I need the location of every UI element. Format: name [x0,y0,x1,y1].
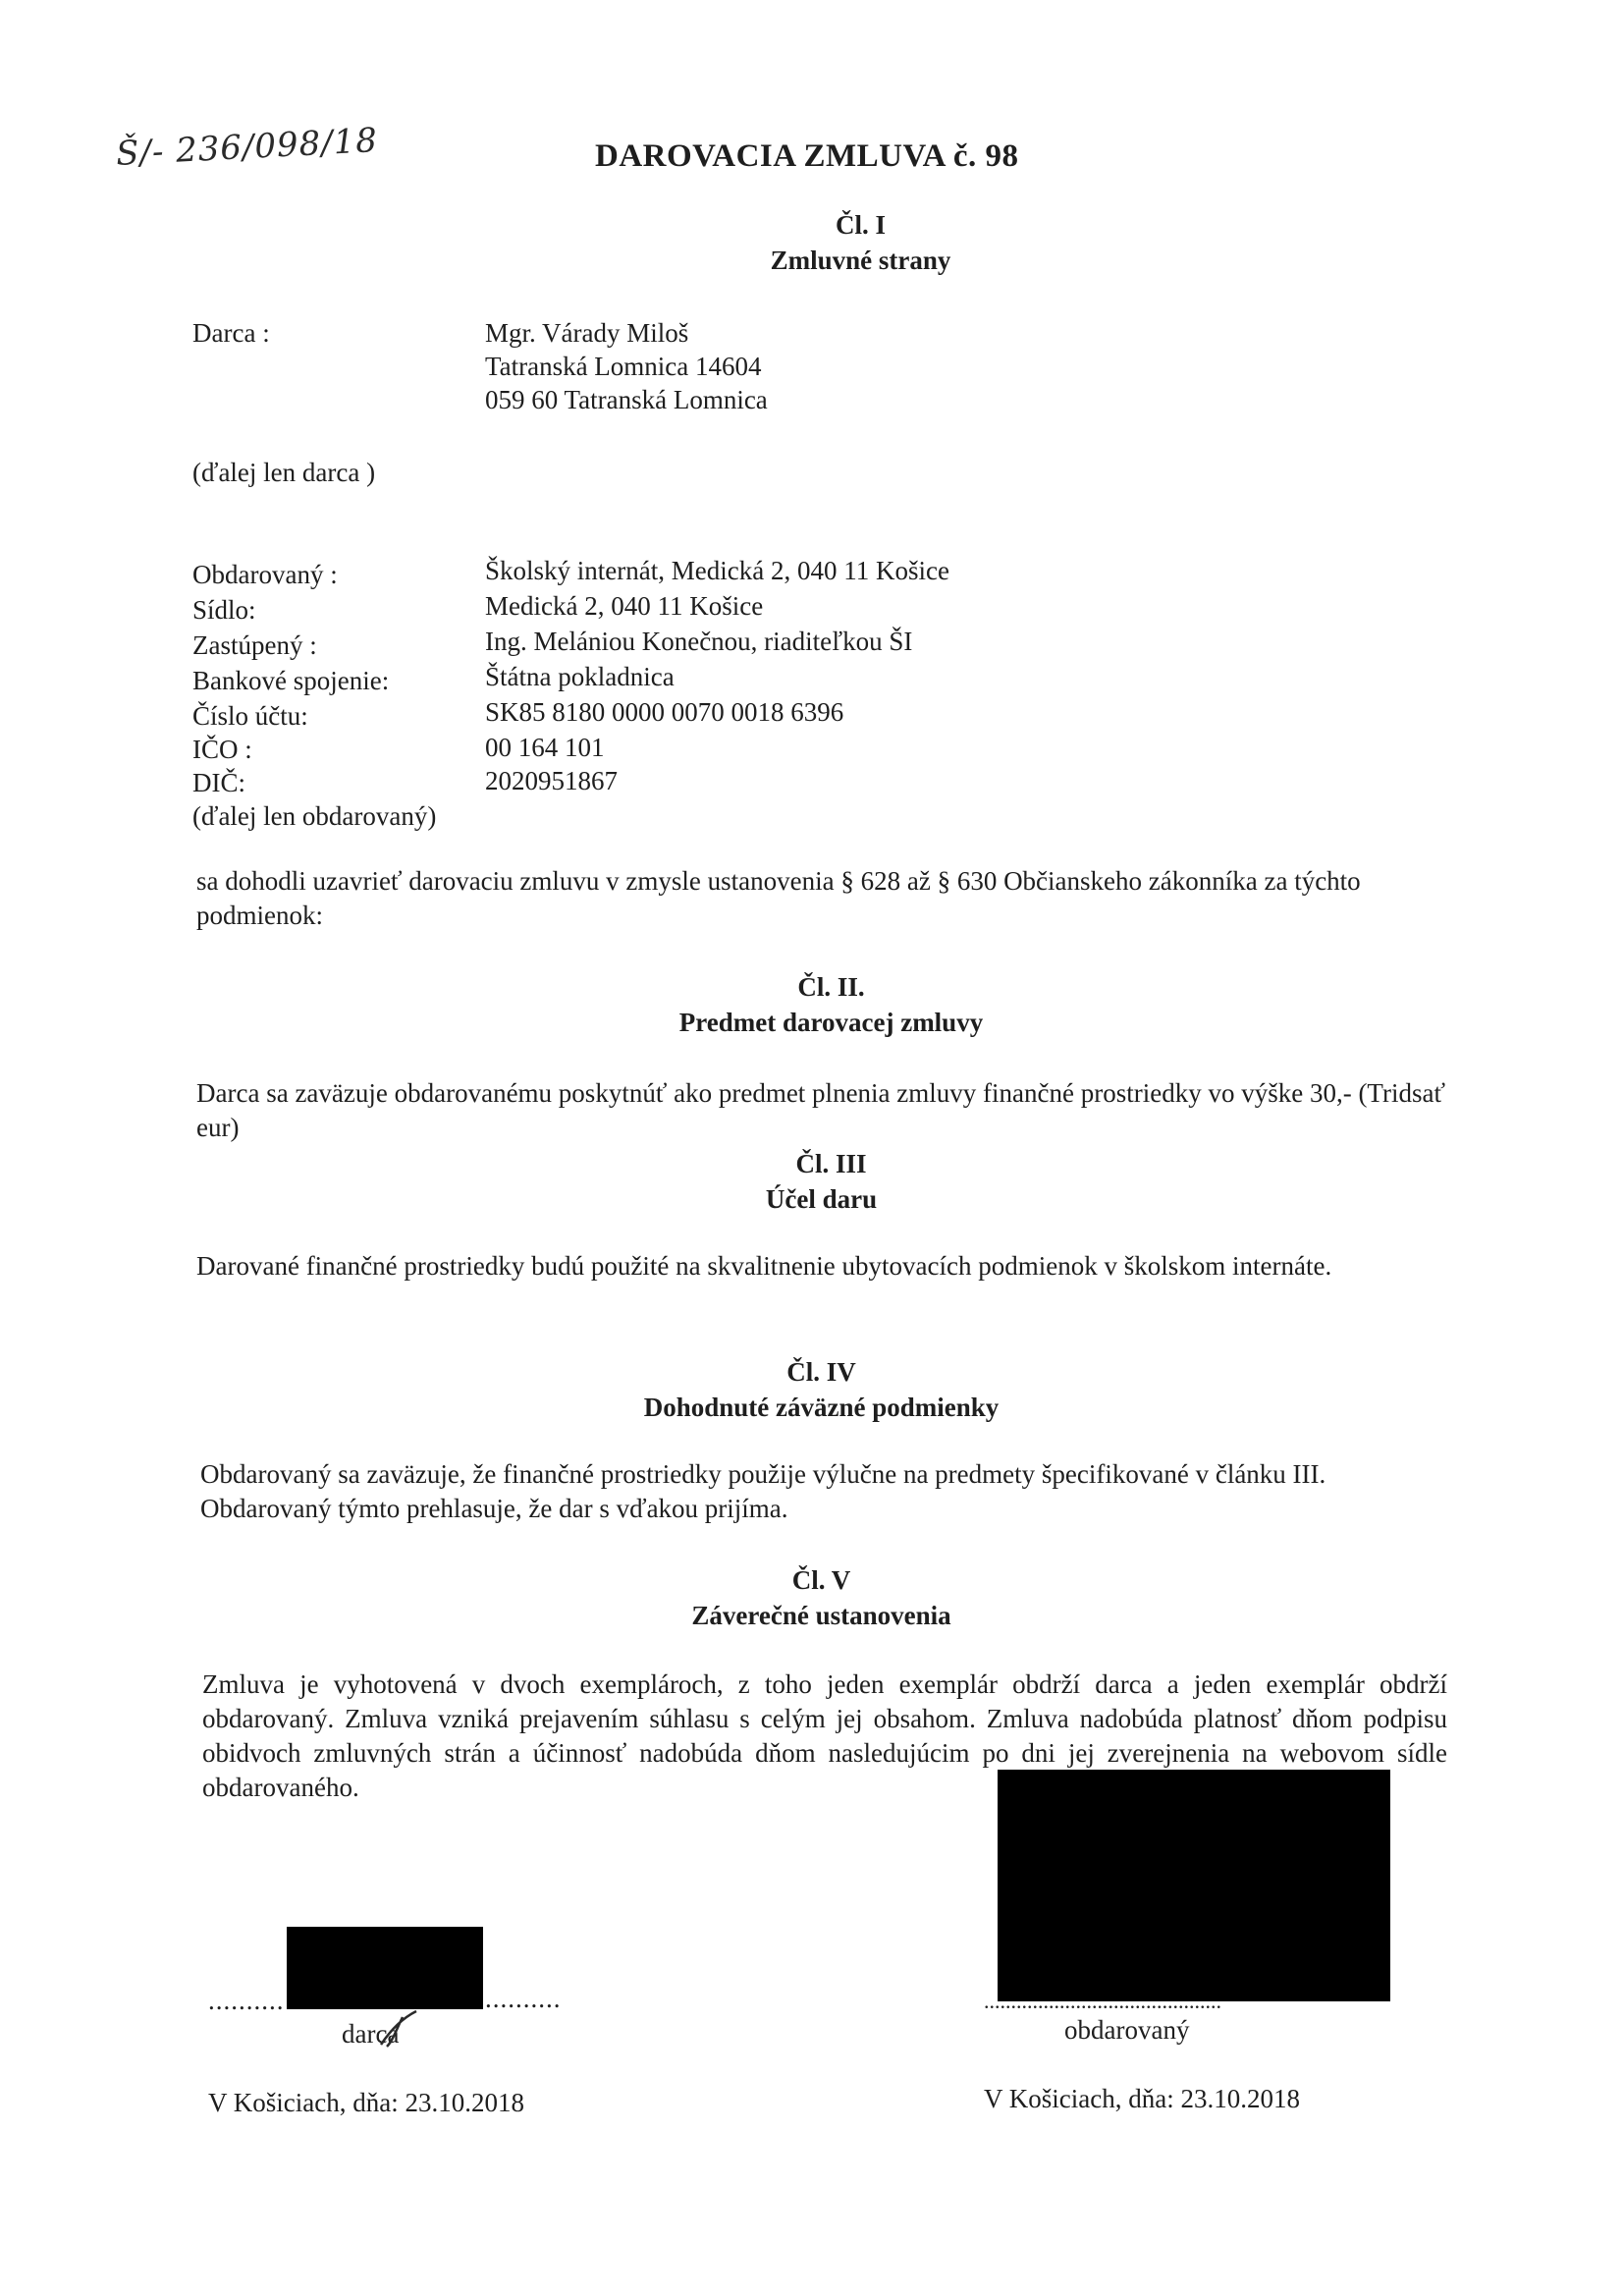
donor-name: Mgr. Várady Miloš [485,318,689,348]
redacted-signature-darca [287,1927,483,2009]
article3-number: Čl. III [795,1149,867,1178]
recipient-value-bank: Štátna pokladnica [485,662,675,691]
recipient-label-obdarovany: Obdarovaný : [192,560,338,589]
recipient-value-account: SK85 8180 0000 0070 0018 6396 [485,697,844,727]
recipient-value-obdarovany: Školský internát, Medická 2, 040 11 Košice [485,556,949,585]
recipient-value-ico: 00 164 101 [485,733,605,762]
article1-number: Čl. I [835,210,886,240]
signature-role-obdarovany: obdarovaný [1064,2015,1190,2045]
recipient-label-sidlo: Sídlo: [192,595,256,625]
recipient-value-sidlo: Medická 2, 040 11 Košice [485,591,764,621]
recipient-label-ico: IČO : [192,735,252,764]
handwritten-signature-mark [373,2007,422,2050]
agreement-intro: sa dohodli uzavrieť darovaciu zmluvu v zmysle ustanovenia § 628 až § 630 Občianskeho zákonníka za týchto podmienok: [196,866,1361,931]
donor-alias: (ďalej len darca ) [192,458,376,487]
place-date-right: V Košiciach, dňa: 23.10.2018 [984,2084,1300,2113]
recipient-label-zastupeny: Zastúpený : [192,630,317,660]
recipient-label-bank: Bankové spojenie: [192,666,390,695]
handwritten-reference: Š/- 236/098/18 [115,121,379,174]
article5-text: Zmluva je vyhotovená v dvoch exemplároch, z toho jeden exemplár obdrží darca a jeden exemplár obdrží obdarovaný. Zmluva vzniká prejavením súhlasu s celým jej obsahom. Zmluva nadobúda platnosť dňom podpisu obidvoch zmluvných strán a účinnosť nadobúda dňom nasledujúcim po dni jej zverejnenia na webovom sídle obdarovaného. [202,1669,1447,1803]
redacted-signature-obdarovany [998,1770,1390,2001]
document-title: DAROVACIA ZMLUVA č. 98 [595,138,1019,174]
recipient-alias: (ďalej len obdarovaný) [192,801,437,831]
recipient-label-account: Číslo účtu: [192,701,308,731]
signature-dots-darca-left: .......... [208,1986,285,2015]
article3-heading: Účel daru [765,1184,878,1214]
article3-text: Darované finančné prostriedky budú použité na skvalitnenie ubytovacích podmienok v školskom internáte. [196,1251,1332,1281]
donor-address-2: 059 60 Tatranská Lomnica [485,385,768,414]
article4-number: Čl. IV [786,1357,856,1387]
article2-text: Darca sa zaväzuje obdarovanému poskytnúť ako predmet plnenia zmluvy finančné prostriedky vo výške 30,- (Tridsať eur) [196,1078,1445,1143]
signature-role-darca: darca [342,2019,400,2049]
signature-dots-obdarovany: ............................................ [984,1989,1221,2013]
place-date-left: V Košiciach, dňa: 23.10.2018 [208,2088,524,2117]
article2-number: Čl. II. [797,972,865,1002]
article5-number: Čl. V [791,1565,851,1595]
article4-text: Obdarovaný sa zaväzuje, že finančné prostriedky použije výlučne na predmety špecifikované v článku III. Obdarovaný týmto prehlasuje, že dar s vďakou prijíma. [200,1459,1326,1524]
donor-label: Darca : [192,318,270,348]
signature-dots-darca-right: .......... [485,1984,562,2013]
article2-heading: Predmet darovacej zmluvy [678,1008,984,1037]
recipient-value-zastupeny: Ing. Melániou Konečnou, riaditeľkou ŠI [485,627,913,656]
article5-heading: Záverečné ustanovenia [691,1601,951,1630]
article4-heading: Dohodnuté záväzné podmienky [643,1393,1000,1422]
article1-heading: Zmluvné strany [770,246,951,275]
recipient-label-dic: DIČ: [192,768,245,797]
donor-address-1: Tatranská Lomnica 14604 [485,352,762,381]
recipient-value-dic: 2020951867 [485,766,618,795]
